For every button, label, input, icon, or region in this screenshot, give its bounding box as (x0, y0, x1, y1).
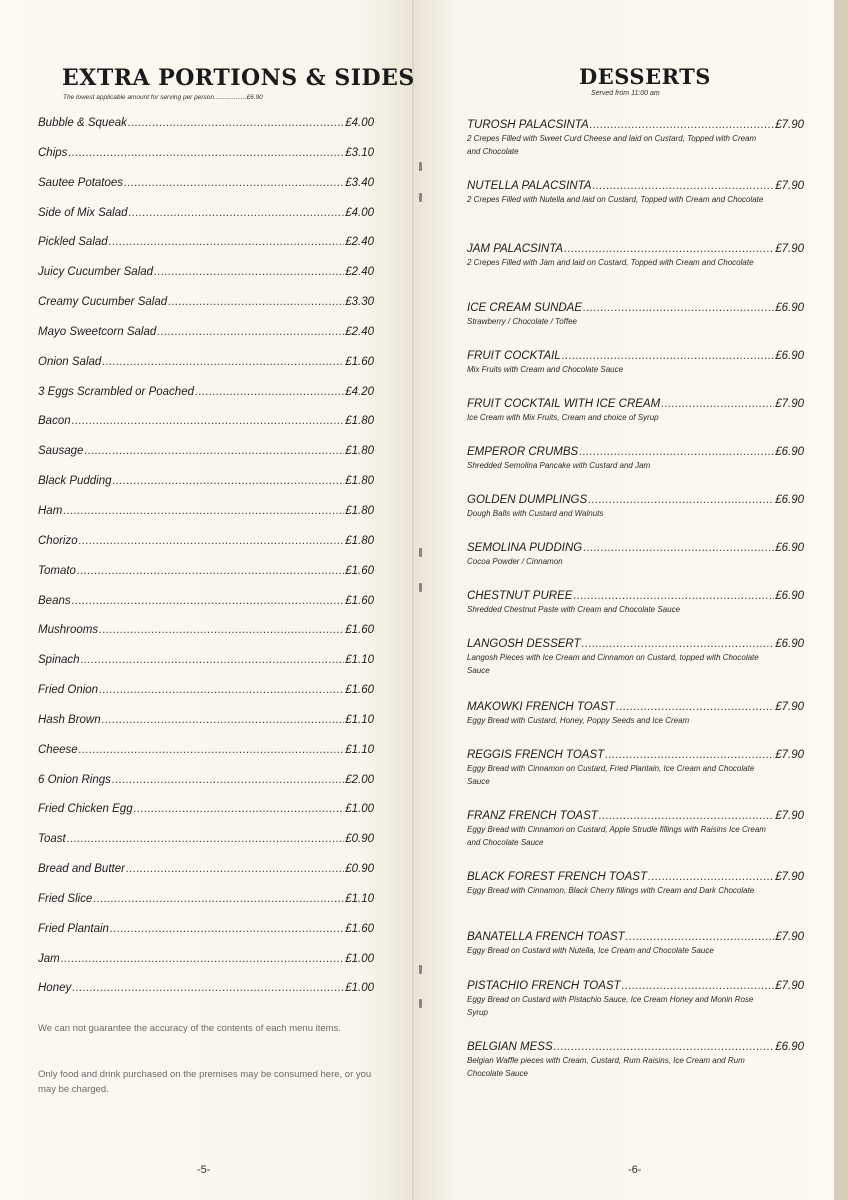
dessert-description: Eggy Bread with Cinnamon, Black Cherry fillings with Cream and Dark Chocolate (467, 886, 755, 895)
dot-leader (113, 475, 345, 487)
side-item-name: Bacon (38, 415, 71, 428)
dot-leader (579, 446, 774, 458)
side-item-name: 6 Onion Rings (38, 773, 111, 786)
dessert-item (467, 590, 804, 616)
side-item-name: Jam (38, 952, 60, 965)
side-item-name: Side of Mix Salad (38, 206, 128, 219)
side-item-name: Onion Salad (38, 355, 102, 368)
side-item-price: £1.60 (345, 594, 374, 607)
dot-leader (599, 810, 774, 822)
dessert-header (467, 350, 804, 362)
dessert-header (467, 931, 804, 943)
dessert-item (467, 180, 804, 206)
side-item-price: £2.40 (345, 325, 374, 338)
side-item-name: Toast (38, 833, 66, 846)
side-item-price: £0.90 (345, 863, 374, 876)
dessert-name: MAKOWKI FRENCH TOAST (467, 701, 616, 713)
side-item-price: £4.00 (345, 117, 374, 129)
side-item-name: Fried Plantain (38, 922, 109, 935)
page-number-right: -6- (628, 1164, 642, 1176)
side-item (38, 982, 374, 1012)
side-item-price: £3.10 (345, 146, 374, 159)
dot-leader (195, 386, 344, 398)
dessert-item (467, 871, 804, 897)
desserts-subtitle: Served from 11:00 am (591, 90, 660, 97)
side-item-price: £0.90 (345, 833, 374, 846)
dessert-item (467, 931, 804, 957)
dessert-item (467, 119, 804, 158)
dot-leader (72, 982, 344, 994)
side-item-name: Mushrooms (38, 624, 99, 637)
side-item-price: £1.10 (345, 743, 374, 756)
dot-leader (81, 654, 345, 666)
dessert-name: BELGIAN MESS (467, 1041, 553, 1053)
dessert-price: £7.90 (775, 749, 804, 761)
dessert-item (467, 542, 804, 568)
dessert-item (467, 810, 804, 849)
side-item (38, 565, 374, 595)
dot-leader (573, 590, 774, 602)
dot-leader (126, 863, 344, 875)
dessert-description: Shredded Semolina Pancake with Custard and Jam (467, 461, 651, 470)
side-item-name: Fried Onion (38, 684, 99, 697)
side-item-price: £1.60 (345, 922, 374, 935)
side-item-price: £1.60 (345, 624, 374, 637)
dot-leader (72, 415, 345, 427)
dessert-header (467, 810, 804, 822)
side-item-name: Juicy Cucumber Salad (38, 266, 154, 279)
side-item (38, 953, 374, 983)
dessert-description: Langosh Pieces with Ice Cream and Cinnamon on Custard, topped with Chocolate Sauce (467, 653, 759, 675)
dessert-header (467, 446, 804, 458)
dessert-name: BANATELLA FRENCH TOAST (467, 931, 625, 943)
side-item (38, 535, 374, 565)
dessert-name: CHESTNUT PUREE (467, 590, 573, 602)
side-item-price: £1.10 (345, 654, 374, 667)
staple-mark (419, 162, 422, 171)
page-number-left: -5- (197, 1164, 211, 1176)
side-item-name: Beans (38, 594, 71, 607)
dessert-item (467, 638, 804, 677)
side-item (38, 714, 374, 744)
dot-leader (77, 565, 344, 577)
dessert-price: £6.90 (775, 350, 804, 362)
dessert-name: GOLDEN DUMPLINGS (467, 494, 588, 506)
dessert-price: £7.90 (775, 871, 804, 883)
side-item-name: Tomato (38, 564, 76, 577)
side-item-price: £3.40 (345, 176, 374, 189)
side-item-name: 3 Eggs Scrambled or Poached (38, 385, 194, 398)
side-item-name: Sautee Potatoes (38, 176, 124, 189)
side-item-price: £2.40 (345, 236, 374, 249)
side-item-price: £1.60 (345, 355, 374, 368)
dessert-name: BLACK FOREST FRENCH TOAST (467, 871, 647, 883)
dot-leader (562, 350, 775, 362)
dot-leader (622, 980, 775, 992)
dessert-price: £6.90 (775, 638, 804, 650)
side-item (38, 445, 374, 475)
dessert-header (467, 398, 804, 410)
dot-leader (626, 931, 775, 943)
side-item (38, 266, 374, 296)
side-item-price: £1.80 (345, 415, 374, 428)
dot-leader (99, 624, 344, 636)
dessert-header (467, 542, 804, 554)
dessert-description: 2 Crepes Filled with Sweet Curd Cheese and laid on Custard, Topped with Cream and Chocolate (467, 134, 757, 156)
dessert-name: LANGOSH DESSERT (467, 638, 581, 650)
dessert-header (467, 980, 804, 992)
dessert-name: NUTELLA PALACSINTA (467, 180, 592, 192)
side-item-name: Fried Chicken Egg (38, 803, 133, 816)
side-item (38, 774, 374, 804)
dessert-name: REGGIS FRENCH TOAST (467, 749, 605, 761)
dessert-header (467, 243, 804, 255)
side-item (38, 207, 374, 237)
side-item-price: £2.00 (345, 773, 374, 786)
dessert-header (467, 638, 804, 650)
side-item-price: £1.00 (345, 982, 374, 995)
dessert-description: 2 Crepes Filled with Jam and laid on Custard, Topped with Cream and Chocolate (467, 258, 754, 267)
dot-leader (154, 266, 344, 278)
dessert-price: £7.90 (775, 119, 804, 131)
dessert-header (467, 871, 804, 883)
side-item (38, 744, 374, 774)
dessert-name: JAM PALACSINTA (467, 243, 564, 255)
side-item-name: Ham (38, 504, 63, 517)
dot-leader (102, 356, 344, 368)
side-item (38, 356, 374, 386)
sides-subtitle: The lowest applicable amount for serving per person..................£6.90 (63, 94, 263, 101)
staple-mark (419, 999, 422, 1008)
side-item-name: Sausage (38, 445, 84, 458)
dessert-price: £7.90 (775, 243, 804, 255)
dot-leader (124, 177, 344, 189)
sides-title: EXTRA PORTIONS & SIDES (62, 65, 415, 91)
dot-leader (93, 893, 344, 905)
dessert-price: £7.90 (775, 810, 804, 822)
staple-mark (419, 548, 422, 557)
desserts-title: DESSERTS (579, 64, 711, 89)
dessert-name: TUROSH PALACSINTA (467, 119, 589, 131)
side-item (38, 893, 374, 923)
side-item-price: £2.40 (345, 266, 374, 279)
side-item-price: £4.00 (345, 206, 374, 219)
side-item (38, 236, 374, 266)
sides-list (38, 117, 374, 1012)
dot-leader (168, 296, 344, 308)
dessert-description: Belgian Waffle pieces with Cream, Custard, Rum Raisins, Ice Cream and Rum Chocolate Sauce (467, 1056, 745, 1078)
dessert-description: Eggy Bread with Cinnamon on Custard, Apple Strudle fillings with Raisins Ice Cream and Chocolate Sauce (467, 825, 766, 847)
side-item-name: Cheese (38, 743, 78, 756)
dot-leader (583, 302, 774, 314)
side-item (38, 595, 374, 625)
side-item-price: £3.30 (345, 296, 374, 309)
side-item-price: £1.80 (345, 504, 374, 517)
side-item (38, 923, 374, 953)
dot-leader (112, 774, 344, 786)
side-item-price: £1.60 (345, 684, 374, 697)
dessert-item (467, 1041, 804, 1080)
side-item-price: £1.80 (345, 534, 374, 547)
dessert-description: Dough Balls with Custard and Walnuts (467, 509, 604, 518)
dot-leader (79, 535, 345, 547)
dessert-price: £6.90 (775, 1041, 804, 1053)
binding-crease (412, 0, 414, 1200)
dot-leader (564, 243, 774, 255)
dot-leader (72, 595, 345, 607)
dot-leader (605, 749, 774, 761)
premises-note: Only food and drink purchased on the premises may be consumed here, or you may be charged. (38, 1069, 372, 1095)
dot-leader (592, 180, 774, 192)
side-item-name: Mayo Sweetcorn Salad (38, 325, 157, 338)
side-item (38, 863, 374, 893)
side-item (38, 624, 374, 654)
dessert-header (467, 119, 804, 131)
dessert-name: FRUIT COCKTAIL (467, 350, 561, 362)
dessert-price: £7.90 (775, 931, 804, 943)
side-item-price: £1.10 (345, 713, 374, 726)
dessert-price: £6.90 (775, 446, 804, 458)
dot-leader (99, 684, 344, 696)
side-item (38, 505, 374, 535)
dot-leader (648, 871, 774, 883)
dessert-item (467, 350, 804, 376)
dot-leader (61, 953, 344, 965)
accuracy-note: We can not guarantee the accuracy of the contents of each menu items. (38, 1023, 341, 1034)
dessert-price: £7.90 (775, 980, 804, 992)
side-item (38, 415, 374, 445)
dessert-name: FRUIT COCKTAIL WITH ICE CREAM (467, 398, 661, 410)
dessert-description: Strawberry / Chocolate / Toffee (467, 317, 577, 326)
side-item-name: Bread and Butter (38, 863, 125, 876)
dessert-price: £7.90 (775, 180, 804, 192)
dessert-description: Eggy Bread with Custard, Honey, Poppy Seeds and Ice Cream (467, 716, 690, 725)
dessert-item (467, 302, 804, 328)
dot-leader (128, 117, 344, 129)
dessert-price: £6.90 (775, 542, 804, 554)
dessert-price: £7.90 (775, 701, 804, 713)
dessert-item (467, 701, 804, 727)
dessert-item (467, 398, 804, 424)
side-item-name: Honey (38, 982, 72, 995)
dessert-header (467, 701, 804, 713)
side-item-price: £4.20 (345, 385, 374, 398)
side-item-name: Chips (38, 146, 68, 159)
dot-leader (590, 119, 775, 131)
dessert-name: EMPEROR CRUMBS (467, 446, 579, 458)
side-item (38, 117, 374, 147)
dot-leader (588, 494, 774, 506)
dot-leader (110, 923, 344, 935)
dessert-description: Eggy Bread on Custard with Pistachio Sauce, Ice Cream Honey and Monin Rose Syrup (467, 995, 754, 1017)
dot-leader (67, 833, 345, 845)
side-item (38, 684, 374, 714)
dot-leader (134, 803, 345, 815)
dessert-description: Ice Cream with Mix Fruits, Cream and choice of Syrup (467, 413, 659, 422)
dessert-item (467, 494, 804, 520)
dot-leader (554, 1041, 775, 1053)
dessert-description: Eggy Bread on Custard with Nutella, Ice Cream and Chocolate Sauce (467, 946, 714, 955)
side-item-name: Fried Slice (38, 892, 93, 905)
side-item (38, 177, 374, 207)
side-item-name: Black Pudding (38, 475, 112, 488)
dessert-price: £6.90 (775, 494, 804, 506)
dessert-description: Eggy Bread with Cinnamon on Custard, Fried Plantain, Ice Cream and Chocolate Sauce (467, 764, 755, 786)
dot-leader (84, 445, 344, 457)
side-item-price: £1.00 (345, 803, 374, 816)
dot-leader (583, 542, 774, 554)
dessert-name: ICE CREAM SUNDAE (467, 302, 583, 314)
dessert-header (467, 1041, 804, 1053)
side-item-price: £1.80 (345, 445, 374, 458)
side-item (38, 147, 374, 177)
side-item-name: Pickled Salad (38, 236, 108, 249)
side-item-name: Spinach (38, 654, 80, 667)
staple-mark (419, 583, 422, 592)
dessert-description: 2 Crepes Filled with Nutella and laid on Custard, Topped with Cream and Chocolate (467, 195, 764, 204)
dot-leader (79, 744, 345, 756)
side-item (38, 654, 374, 684)
dot-leader (109, 236, 345, 248)
dessert-item (467, 749, 804, 788)
dessert-name: SEMOLINA PUDDING (467, 542, 583, 554)
dessert-header (467, 180, 804, 192)
side-item (38, 386, 374, 416)
dot-leader (63, 505, 344, 517)
dessert-description: Cocoa Powder / Cinnamon (467, 557, 563, 566)
side-item-name: Chorizo (38, 534, 78, 547)
side-item-name: Hash Brown (38, 713, 101, 726)
dot-leader (661, 398, 774, 410)
dot-leader (582, 638, 775, 650)
dot-leader (616, 701, 774, 713)
staple-mark (419, 193, 422, 202)
side-item-price: £1.10 (345, 892, 374, 905)
side-item (38, 296, 374, 326)
dessert-price: £7.90 (775, 398, 804, 410)
side-item (38, 833, 374, 863)
staple-mark (419, 965, 422, 974)
dessert-item (467, 980, 804, 1019)
dot-leader (157, 326, 344, 338)
side-item-name: Creamy Cucumber Salad (38, 296, 168, 309)
dessert-description: Shredded Chestnut Paste with Cream and Chocolate Sauce (467, 605, 681, 614)
dot-leader (68, 147, 344, 159)
side-item-name: Bubble & Squeak (38, 117, 127, 129)
side-item (38, 326, 374, 356)
side-item-price: £1.80 (345, 475, 374, 488)
dessert-name: FRANZ FRENCH TOAST (467, 810, 598, 822)
dessert-header (467, 590, 804, 602)
dessert-header (467, 749, 804, 761)
dot-leader (102, 714, 345, 726)
dessert-header (467, 302, 804, 314)
side-item-price: £1.00 (345, 952, 374, 965)
dessert-item (467, 446, 804, 472)
side-item-price: £1.60 (345, 564, 374, 577)
dessert-price: £6.90 (775, 590, 804, 602)
dessert-price: £6.90 (775, 302, 804, 314)
dessert-name: PISTACHIO FRENCH TOAST (467, 980, 621, 992)
dessert-header (467, 494, 804, 506)
side-item (38, 475, 374, 505)
dessert-item (467, 243, 804, 269)
dot-leader (129, 207, 345, 219)
side-item (38, 803, 374, 833)
dessert-description: Mix Fruits with Cream and Chocolate Sauce (467, 365, 624, 374)
